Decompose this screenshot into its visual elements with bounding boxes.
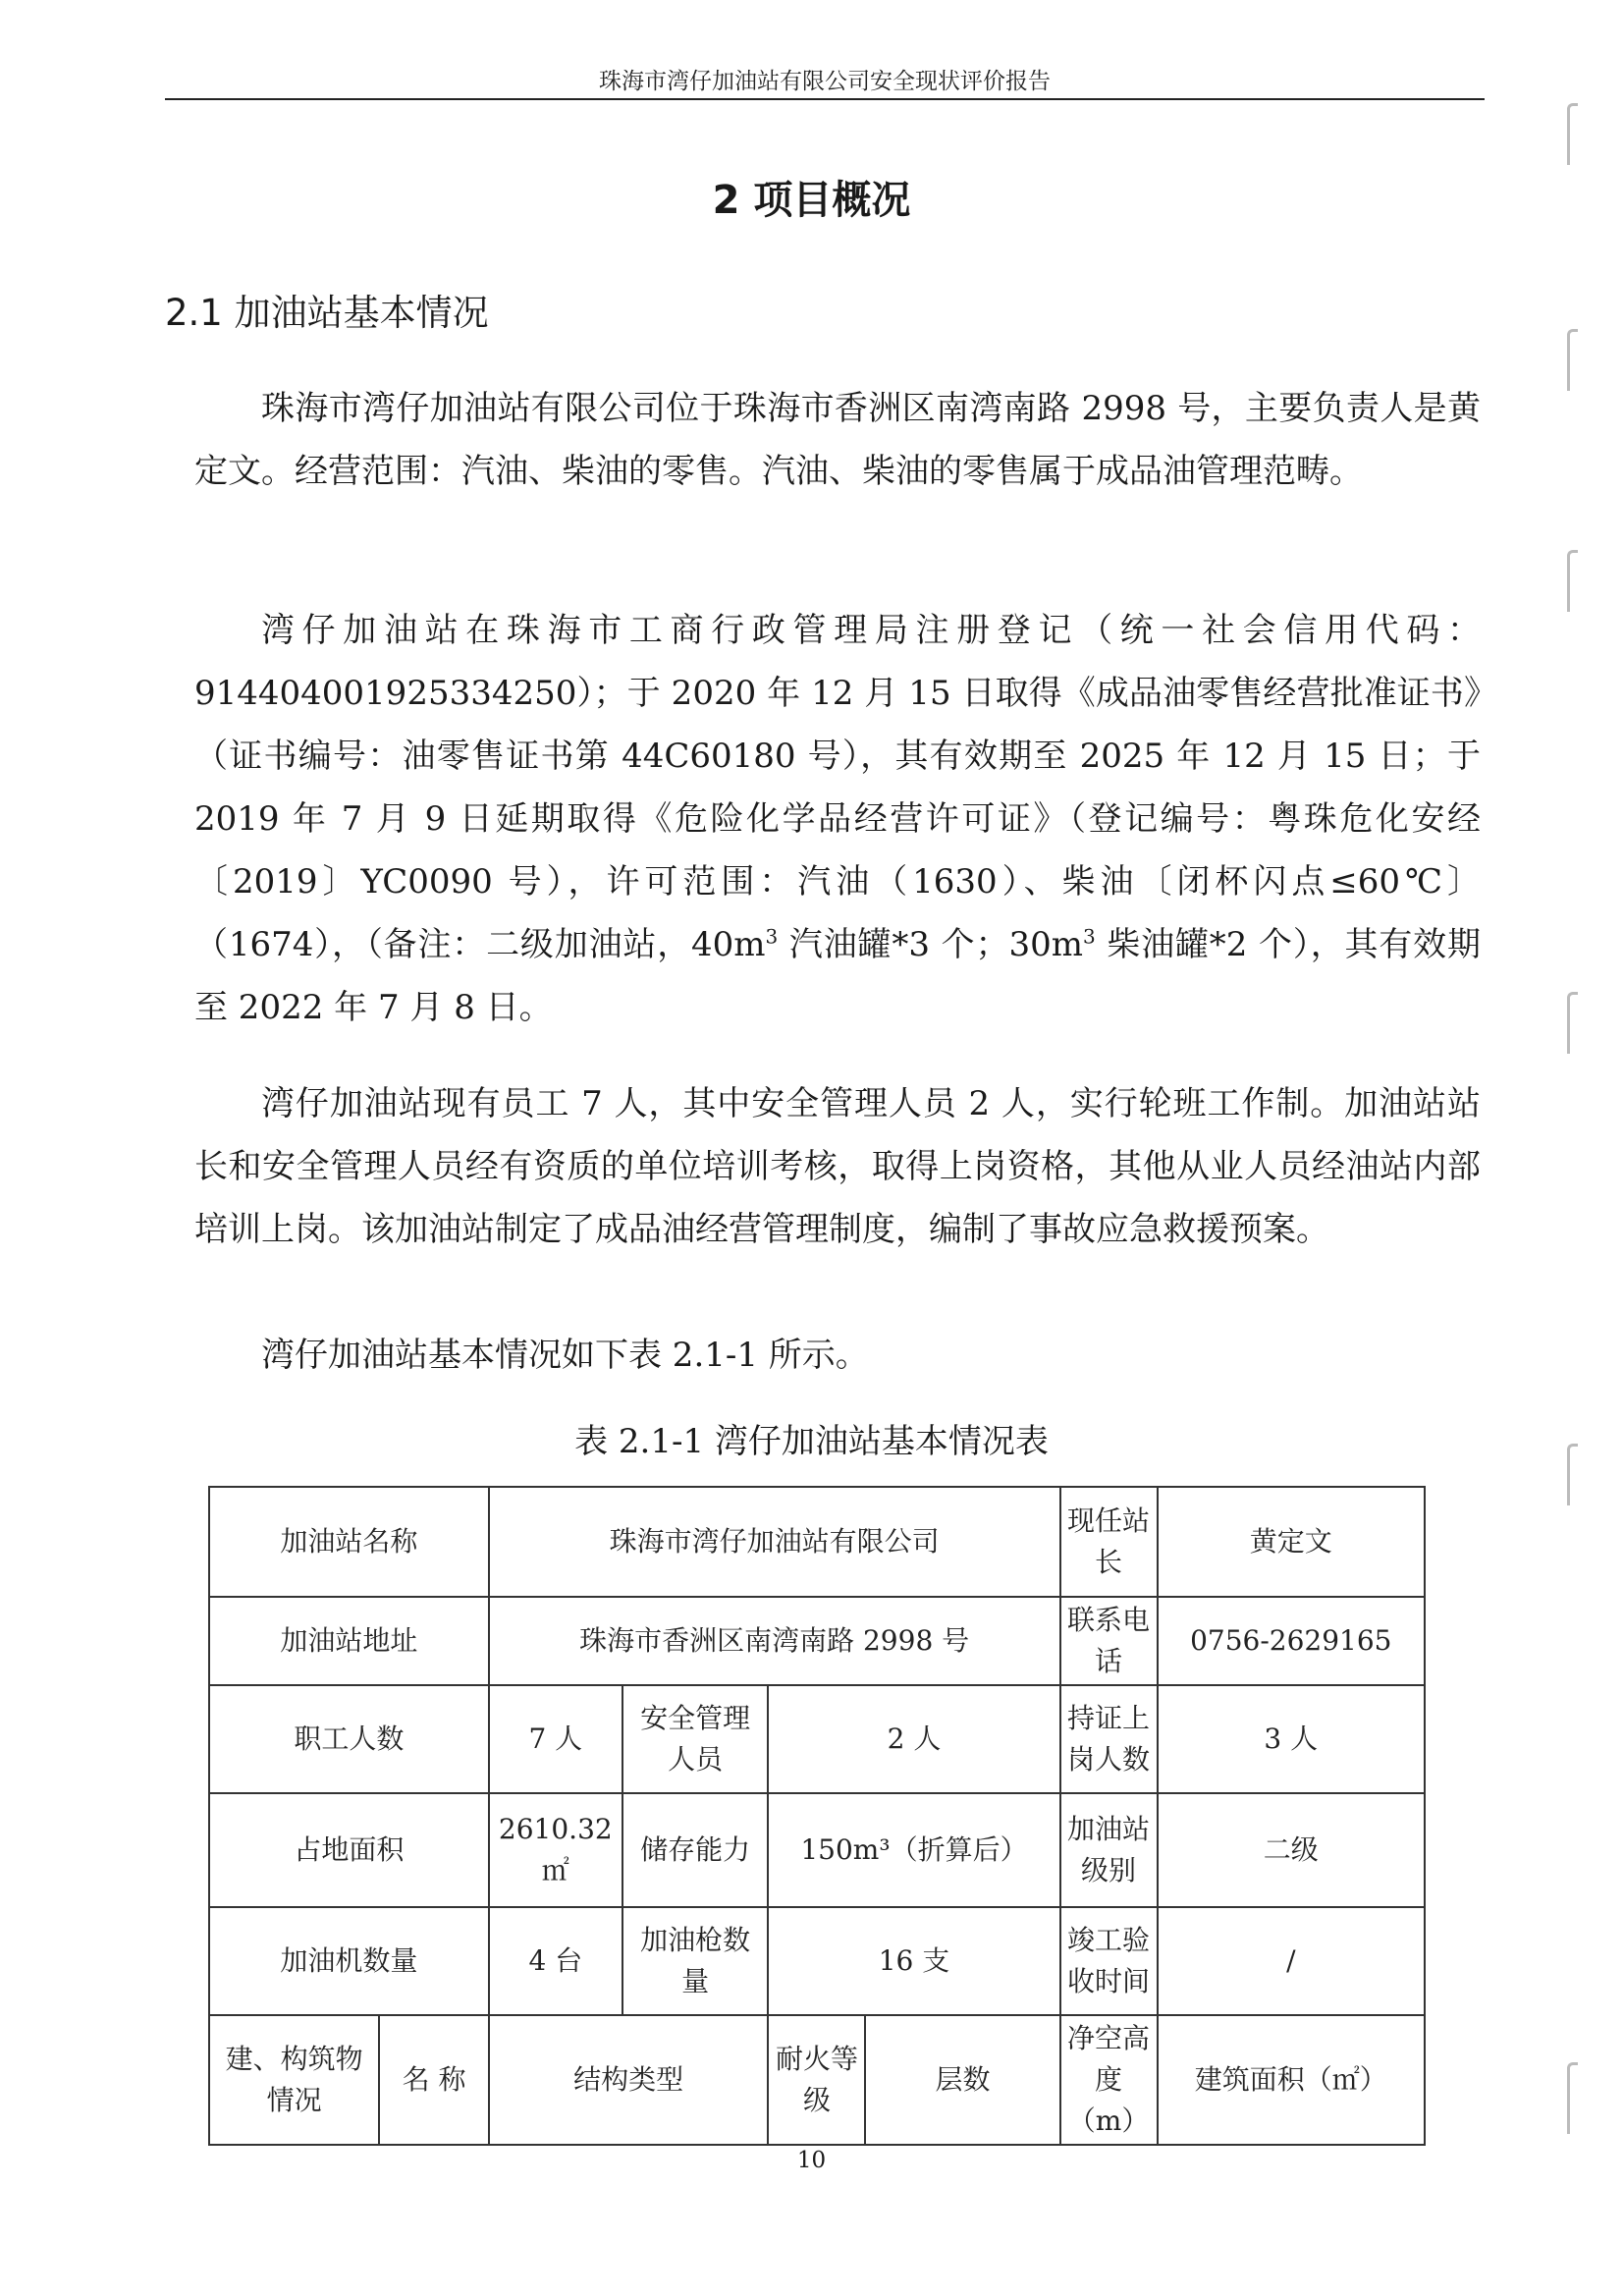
binding-hole-mark	[1567, 329, 1578, 391]
staff-count-label: 职工人数	[209, 1685, 489, 1793]
col-fire-rating-header: 耐火等级	[768, 2015, 865, 2145]
table-row	[209, 1487, 1425, 1597]
superscript-3: 3	[1082, 924, 1096, 949]
phone-label: 联系电话	[1060, 1597, 1158, 1685]
certified-staff-value: 3 人	[1158, 1685, 1425, 1793]
col-structure-header: 结构类型	[489, 2015, 769, 2145]
station-info-table	[208, 1486, 1426, 2146]
superscript-3: 3	[765, 924, 779, 949]
paragraph-licenses-part-c: 柴油罐*2 个），其有效期至 2022 年 7 月 8 日。	[194, 925, 1481, 1027]
storage-label: 储存能力	[622, 1793, 769, 1907]
completion-label: 竣工验收时间	[1060, 1907, 1158, 2015]
paragraph-table-intro: 湾仔加油站基本情况如下表 2.1-1 所示。	[261, 1336, 869, 1375]
area-label: 占地面积	[209, 1793, 489, 1907]
dispenser-count-label: 加油机数量	[209, 1907, 489, 2015]
certified-staff-label: 持证上岗人数	[1060, 1685, 1158, 1793]
paragraph-licenses-part-b: 汽油罐*3 个；30m	[778, 925, 1083, 964]
binding-hole-mark	[1567, 992, 1578, 1054]
phone-value: 0756-2629165	[1158, 1597, 1425, 1685]
col-floors-header: 层数	[865, 2015, 1059, 2145]
completion-value: /	[1158, 1907, 1425, 2015]
binding-hole-mark	[1567, 550, 1578, 612]
table-row	[209, 1793, 1425, 1907]
binding-hole-mark	[1567, 103, 1578, 165]
page-header: 珠海市湾仔加油站有限公司安全现状评价报告	[599, 69, 1051, 94]
grade-label: 加油站级别	[1060, 1793, 1158, 1907]
safety-staff-label: 安全管理人员	[622, 1685, 769, 1793]
grade-value: 二级	[1158, 1793, 1425, 1907]
dispenser-count-value: 4 台	[489, 1907, 622, 2015]
manager-label: 现任站长	[1060, 1487, 1158, 1597]
nozzle-count-label: 加油枪数量	[622, 1907, 769, 2015]
table-caption: 表 2.1-1 湾仔加油站基本情况表	[574, 1422, 1049, 1461]
station-name-value: 珠海市湾仔加油站有限公司	[489, 1487, 1060, 1597]
staff-count-value: 7 人	[489, 1685, 622, 1793]
paragraph-licenses	[194, 599, 1481, 1039]
safety-staff-value: 2 人	[768, 1685, 1059, 1793]
paragraph-staff: 湾仔加油站现有员工 7 人，其中安全管理人员 2 人，实行轮班工作制。加油站站长和安全管理人员经有资质的单位培训考核，取得上岗资格，其他从业人员经油站内部培训上岗。该加油站制定了成品油经营管理制度，编制了事故应急救援预案。	[194, 1084, 1481, 1249]
page-number: 10	[796, 2148, 827, 2173]
section-title: 2.1 加油站基本情况	[165, 292, 489, 334]
header-divider	[165, 98, 1485, 100]
table-row	[209, 1907, 1425, 2015]
table-row	[209, 1685, 1425, 1793]
paragraph-licenses-part-a: 湾仔加油站在珠海市工商行政管理局注册登记（统一社会信用代码：914404001925334250）；于 2020 年 12 月 15 日取得《成品油零售经营批准证书》（证书编号：油零售证书第 44C60180 号），其有效期至 2025 年 12 月 15 日；于 2019 年 7 月 9 日延期取得《危险化学品经营许可证》（登记编号：粤珠危化安经〔2019〕YC0090 号），许可范围：汽油（1630）、柴油〔闭杯闪点≤60℃〕（1674），（备注：二级加油站，40m	[194, 611, 1481, 964]
table-row	[209, 1597, 1425, 1685]
address-value: 珠海市香洲区南湾南路 2998 号	[489, 1597, 1060, 1685]
binding-hole-mark	[1567, 2062, 1578, 2134]
storage-value: 150m³（折算后）	[768, 1793, 1059, 1907]
area-value: 2610.32 ㎡	[489, 1793, 622, 1907]
col-height-header: 净空高度（m）	[1060, 2015, 1158, 2145]
paragraph-overview: 珠海市湾仔加油站有限公司位于珠海市香洲区南湾南路 2998 号，主要负责人是黄定文。经营范围：汽油、柴油的零售。汽油、柴油的零售属于成品油管理范畴。	[194, 389, 1481, 491]
nozzle-count-value: 16 支	[768, 1907, 1059, 2015]
col-building-area-header: 建筑面积（㎡）	[1158, 2015, 1425, 2145]
chapter-title: 2 项目概况	[712, 178, 911, 223]
station-name-label: 加油站名称	[209, 1487, 489, 1597]
binding-hole-mark	[1567, 1444, 1578, 1505]
address-label: 加油站地址	[209, 1597, 489, 1685]
manager-value: 黄定文	[1158, 1487, 1425, 1597]
building-label: 建、构筑物情况	[209, 2015, 379, 2145]
table-row	[209, 2015, 1425, 2145]
col-name-header: 名 称	[379, 2015, 488, 2145]
